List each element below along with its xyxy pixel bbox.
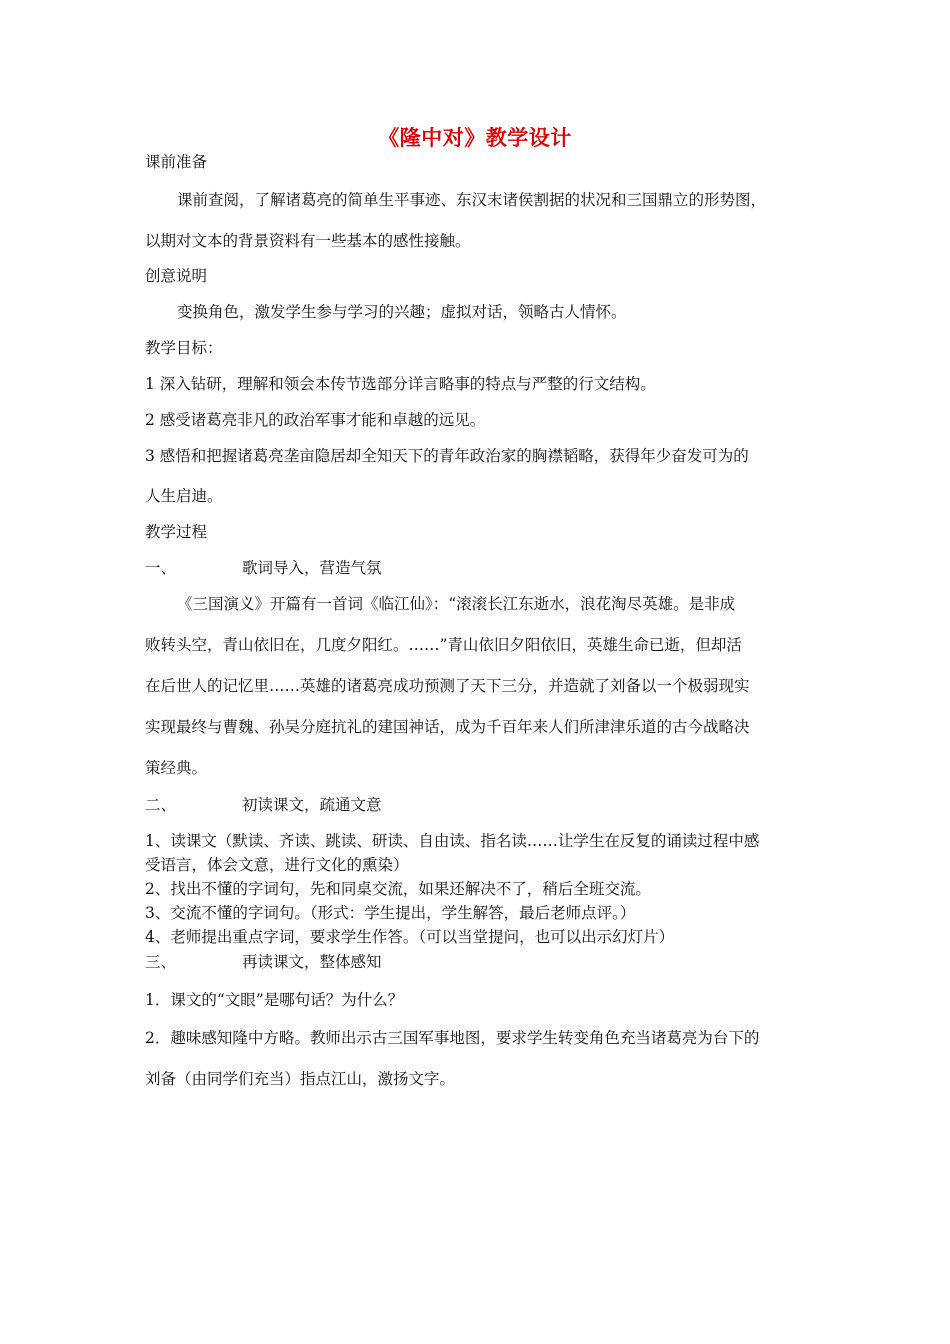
goal-item-1: 1 深入钻研，理解和领会本传节选部分详言略事的特点与严整的行文结构。 <box>145 375 656 393</box>
process-heading: 教学过程 <box>145 523 208 541</box>
step-2-heading <box>145 795 810 815</box>
step-3-heading <box>145 950 810 974</box>
step-3-title: 再读课文，整体感知 <box>242 953 382 971</box>
step-2-item-4: 4、老师提出重点字词，要求学生作答。（可以当堂提问，也可以出示幻灯片） <box>145 928 675 946</box>
prep-paragraph-line-2: 以期对文本的背景资料有一些基本的感性接触。 <box>145 232 471 250</box>
prep-paragraph-line-1: 课前查阅，了解诸葛亮的简单生平事迹、东汉末诸侯割据的状况和三国鼎立的形势图， <box>177 191 767 209</box>
step-2-item-2: 2、找出不懂的字词句，先和同桌交流，如果还解决不了，稍后全班交流。 <box>145 880 651 898</box>
step-2-item-1-line-1: 1、读课文（默读、齐读、跳读、研读、自由读、指名读……让学生在反复的诵读过程中感 <box>145 832 760 850</box>
prep-heading: 课前准备 <box>145 153 208 171</box>
document-title: 《隆中对》教学设计 <box>378 126 572 150</box>
step-1-paragraph-line-3: 在后世人的记忆里……英雄的诸葛亮成功预测了天下三分，并造就了刘备以一个极弱现实 <box>145 677 750 695</box>
step-1-number: 一、 <box>145 559 177 577</box>
step-1-title: 歌词导入，营造气氛 <box>242 559 382 577</box>
step-2-title: 初读课文，疏通文意 <box>242 796 382 814</box>
goal-item-3-line-2: 人生启迪。 <box>145 487 223 505</box>
step-2-item-3: 3、交流不懂的字词句。（形式：学生提出，学生解答，最后老师点评。） <box>145 904 636 922</box>
step-1-paragraph-line-4: 实现最终与曹魏、孙吴分庭抗礼的建国神话，成为千百年来人们所津津乐道的古今战略决 <box>145 718 750 736</box>
step-3-number: 三、 <box>145 953 177 971</box>
step-2-item-1-line-2: 受语言，体会文意，进行文化的熏染） <box>145 856 409 874</box>
idea-heading: 创意说明 <box>145 267 208 285</box>
goal-item-3-line-1: 3 感悟和把握诸葛亮垄亩隐居却全知天下的青年政治家的胸襟韬略，获得年少奋发可为的 <box>145 447 749 465</box>
step-3-question-2-line-1: 2．趣味感知隆中方略。教师出示古三国军事地图，要求学生转变角色充当诸葛亮为台下的 <box>145 1029 760 1047</box>
step-2-number: 二、 <box>145 796 177 814</box>
step-1-paragraph-line-2: 败转头空，青山依旧在，几度夕阳红。……”青山依旧夕阳依旧，英雄生命已逝，但却活 <box>145 636 742 654</box>
goal-item-2: 2 感受诸葛亮非凡的政治军事才能和卓越的远见。 <box>145 411 486 429</box>
step-3-question-1: 1．课文的“文眼”是哪句话？为什么？ <box>145 991 404 1009</box>
step-1-paragraph-line-5: 策经典。 <box>145 759 208 777</box>
idea-paragraph: 变换角色，激发学生参与学习的兴趣；虚拟对话，领略古人情怀。 <box>177 303 627 321</box>
step-1-paragraph-line-1: 《三国演义》开篇有一首词《临江仙》：“滚滚长江东逝水，浪花淘尽英雄。是非成 <box>177 595 736 613</box>
goal-heading: 教学目标： <box>145 339 223 357</box>
step-3-question-2-line-2: 刘备（由同学们充当）指点江山，激扬文字。 <box>145 1070 456 1088</box>
step-1-heading <box>145 558 810 578</box>
